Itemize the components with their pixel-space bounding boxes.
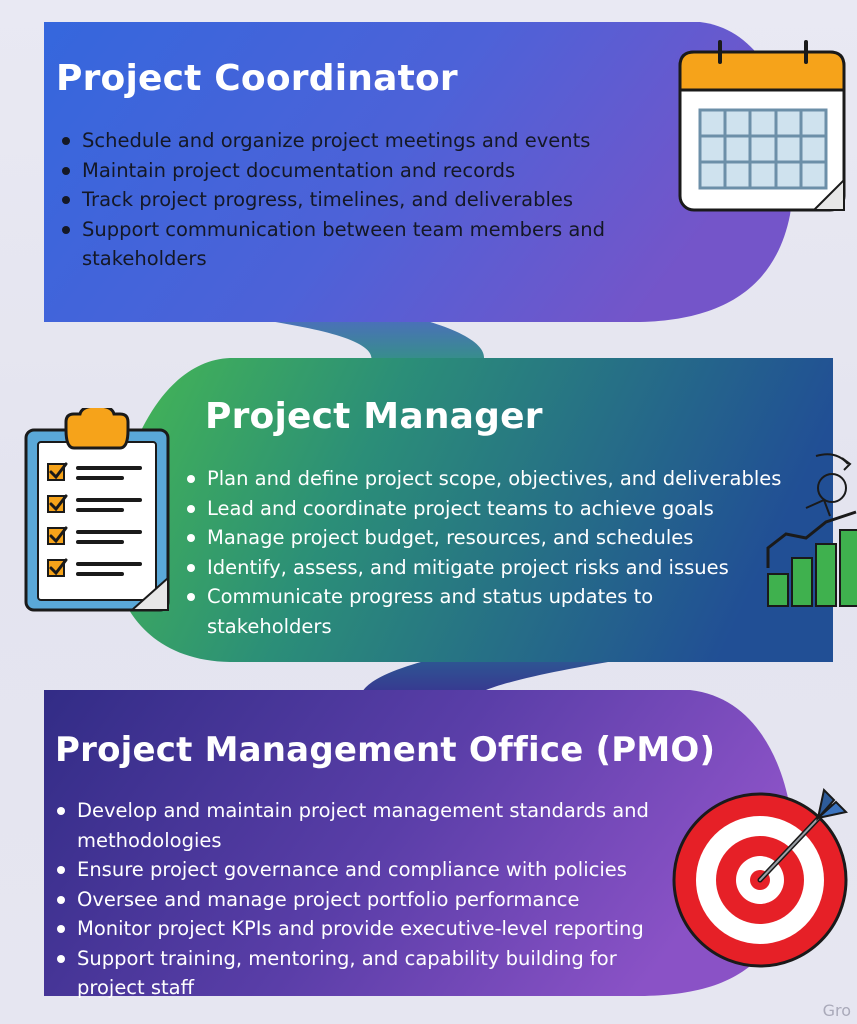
list-item: Identify, assess, and mitigate project risks and issues [185, 553, 795, 583]
list-item: Ensure project governance and compliance with policies [55, 855, 685, 885]
pmo-bullets [55, 796, 685, 1003]
list-item: Lead and coordinate project teams to achieve goals [185, 494, 795, 524]
section-title-pmo: Project Management Office (PMO) [55, 730, 716, 770]
list-item: Communicate progress and status updates to stakeholders [185, 582, 677, 641]
manager-bullets [185, 464, 795, 641]
coordinator-bullets [60, 126, 650, 274]
watermark: Gro [822, 1001, 851, 1020]
list-item: Support communication between team members and stakeholders [60, 215, 650, 274]
list-item: Maintain project documentation and records [60, 156, 650, 186]
list-item: Support training, mentoring, and capability building for project staff [55, 944, 685, 1003]
target-dart-icon [668, 782, 857, 972]
section-title-manager: Project Manager [205, 396, 543, 437]
list-item: Track project progress, timelines, and deliverables [60, 185, 650, 215]
list-item: Oversee and manage project portfolio performance [55, 885, 685, 915]
list-item: Monitor project KPIs and provide executive-level reporting [55, 914, 685, 944]
section-title-coordinator: Project Coordinator [56, 58, 458, 99]
clipboard-checklist-icon [22, 408, 172, 616]
list-item: Manage project budget, resources, and schedules [185, 523, 795, 553]
list-item: Schedule and organize project meetings and events [60, 126, 650, 156]
list-item: Develop and maintain project management standards and methodologies [55, 796, 685, 855]
calendar-icon [676, 38, 850, 216]
growth-chart-icon [766, 448, 857, 608]
list-item: Plan and define project scope, objectives, and deliverables [185, 464, 795, 494]
